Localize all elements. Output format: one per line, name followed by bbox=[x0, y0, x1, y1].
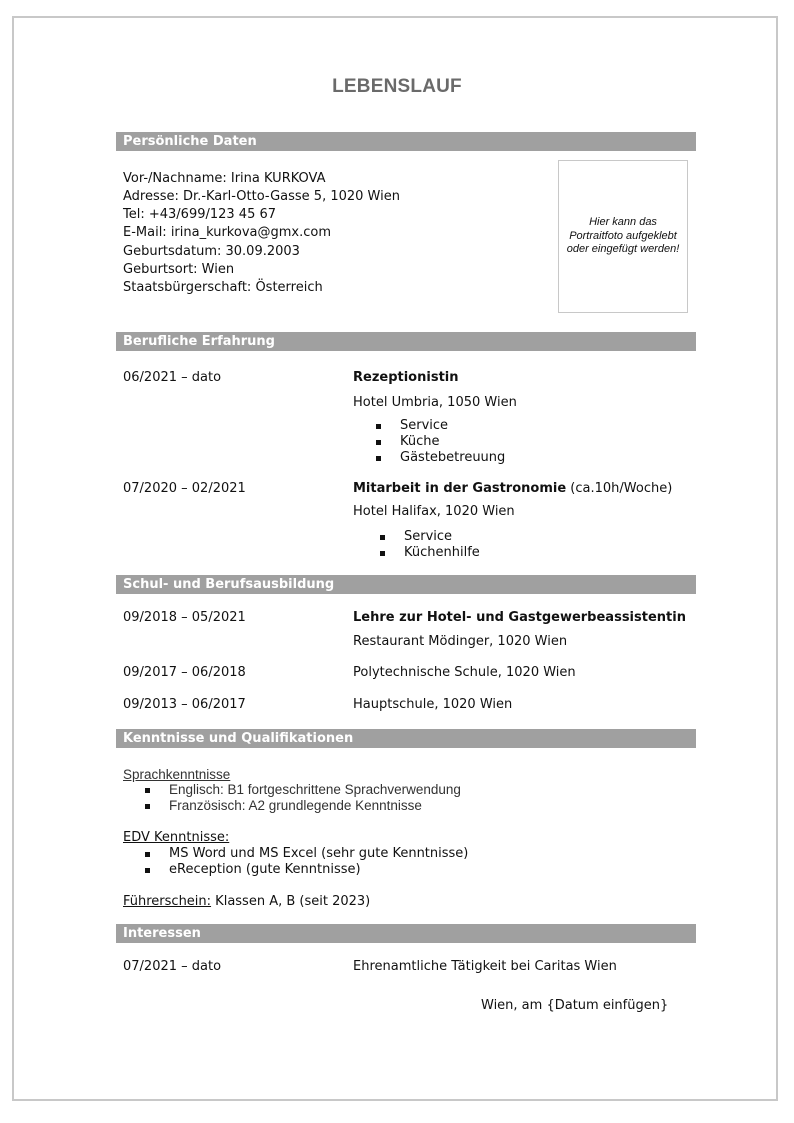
experience-period: 07/2020 – 02/2021 bbox=[123, 481, 246, 496]
section-header-education: Schul- und Berufsausbildung bbox=[116, 575, 696, 594]
section-header-interests: Interessen bbox=[116, 924, 696, 943]
experience-employer: Hotel Umbria, 1050 Wien bbox=[353, 395, 517, 410]
skills-languages-label: Sprachkenntnisse bbox=[123, 767, 231, 782]
personal-phone: Tel: +43/699/123 45 67 bbox=[123, 207, 277, 222]
experience-role-note: (ca.10h/Woche) bbox=[566, 481, 673, 496]
personal-name: Vor-/Nachname: Irina KURKOVA bbox=[123, 171, 326, 186]
experience-role: Mitarbeit in der Gastronomie bbox=[353, 481, 567, 496]
bullet-mark bbox=[376, 440, 381, 445]
bullet-mark bbox=[376, 424, 381, 429]
experience-role-line bbox=[353, 481, 672, 497]
section-header-personal: Persönliche Daten bbox=[116, 132, 696, 151]
experience-role: Rezeptionistin bbox=[353, 370, 459, 385]
bullet-mark bbox=[145, 788, 150, 793]
education-school: Hauptschule, 1020 Wien bbox=[353, 697, 513, 712]
personal-birthplace: Geburtsort: Wien bbox=[123, 262, 235, 277]
section-header-experience: Berufliche Erfahrung bbox=[116, 332, 696, 351]
education-school: Restaurant Mödinger, 1020 Wien bbox=[353, 634, 568, 649]
bullet-mark bbox=[145, 804, 150, 809]
skills-license-value: Klassen A, B (seit 2023) bbox=[211, 894, 371, 909]
education-school: Polytechnische Schule, 1020 Wien bbox=[353, 665, 576, 680]
bullet-mark bbox=[376, 456, 381, 461]
place-date: Wien, am {Datum einfügen} bbox=[481, 998, 669, 1013]
personal-citizenship: Staatsbürgerschaft: Österreich bbox=[123, 280, 323, 295]
photo-placeholder bbox=[558, 160, 688, 313]
skills-license-label: Führerschein: bbox=[123, 894, 212, 909]
skills-it-label: EDV Kenntnisse: bbox=[123, 830, 230, 845]
photo-placeholder-text: Hier kann das Portraitfoto aufgeklebt oder eingefügt werden! bbox=[566, 216, 680, 256]
bullet-mark bbox=[380, 535, 385, 540]
section-header-skills: Kenntnisse und Qualifikationen bbox=[116, 729, 696, 748]
document-title: LEBENSLAUF bbox=[332, 76, 462, 97]
education-period: 09/2017 – 06/2018 bbox=[123, 665, 246, 680]
bullet-mark bbox=[145, 852, 150, 857]
bullet-mark bbox=[380, 551, 385, 556]
skills-license bbox=[123, 894, 370, 910]
experience-period: 06/2021 – dato bbox=[123, 370, 222, 385]
personal-birthdate: Geburtsdatum: 30.09.2003 bbox=[123, 244, 300, 259]
personal-address: Adresse: Dr.-Karl-Otto-Gasse 5, 1020 Wien bbox=[123, 189, 400, 204]
education-period: 09/2018 – 05/2021 bbox=[123, 610, 246, 625]
education-period: 09/2013 – 06/2017 bbox=[123, 697, 246, 712]
education-title: Lehre zur Hotel- und Gastgewerbeassistentin bbox=[353, 610, 686, 625]
interest-activity: Ehrenamtliche Tätigkeit bei Caritas Wien bbox=[353, 959, 617, 974]
bullet-mark bbox=[145, 868, 150, 873]
experience-employer: Hotel Halifax, 1020 Wien bbox=[353, 504, 515, 519]
personal-email: E-Mail: irina_kurkova@gmx.com bbox=[123, 225, 331, 240]
interest-period: 07/2021 – dato bbox=[123, 959, 222, 974]
